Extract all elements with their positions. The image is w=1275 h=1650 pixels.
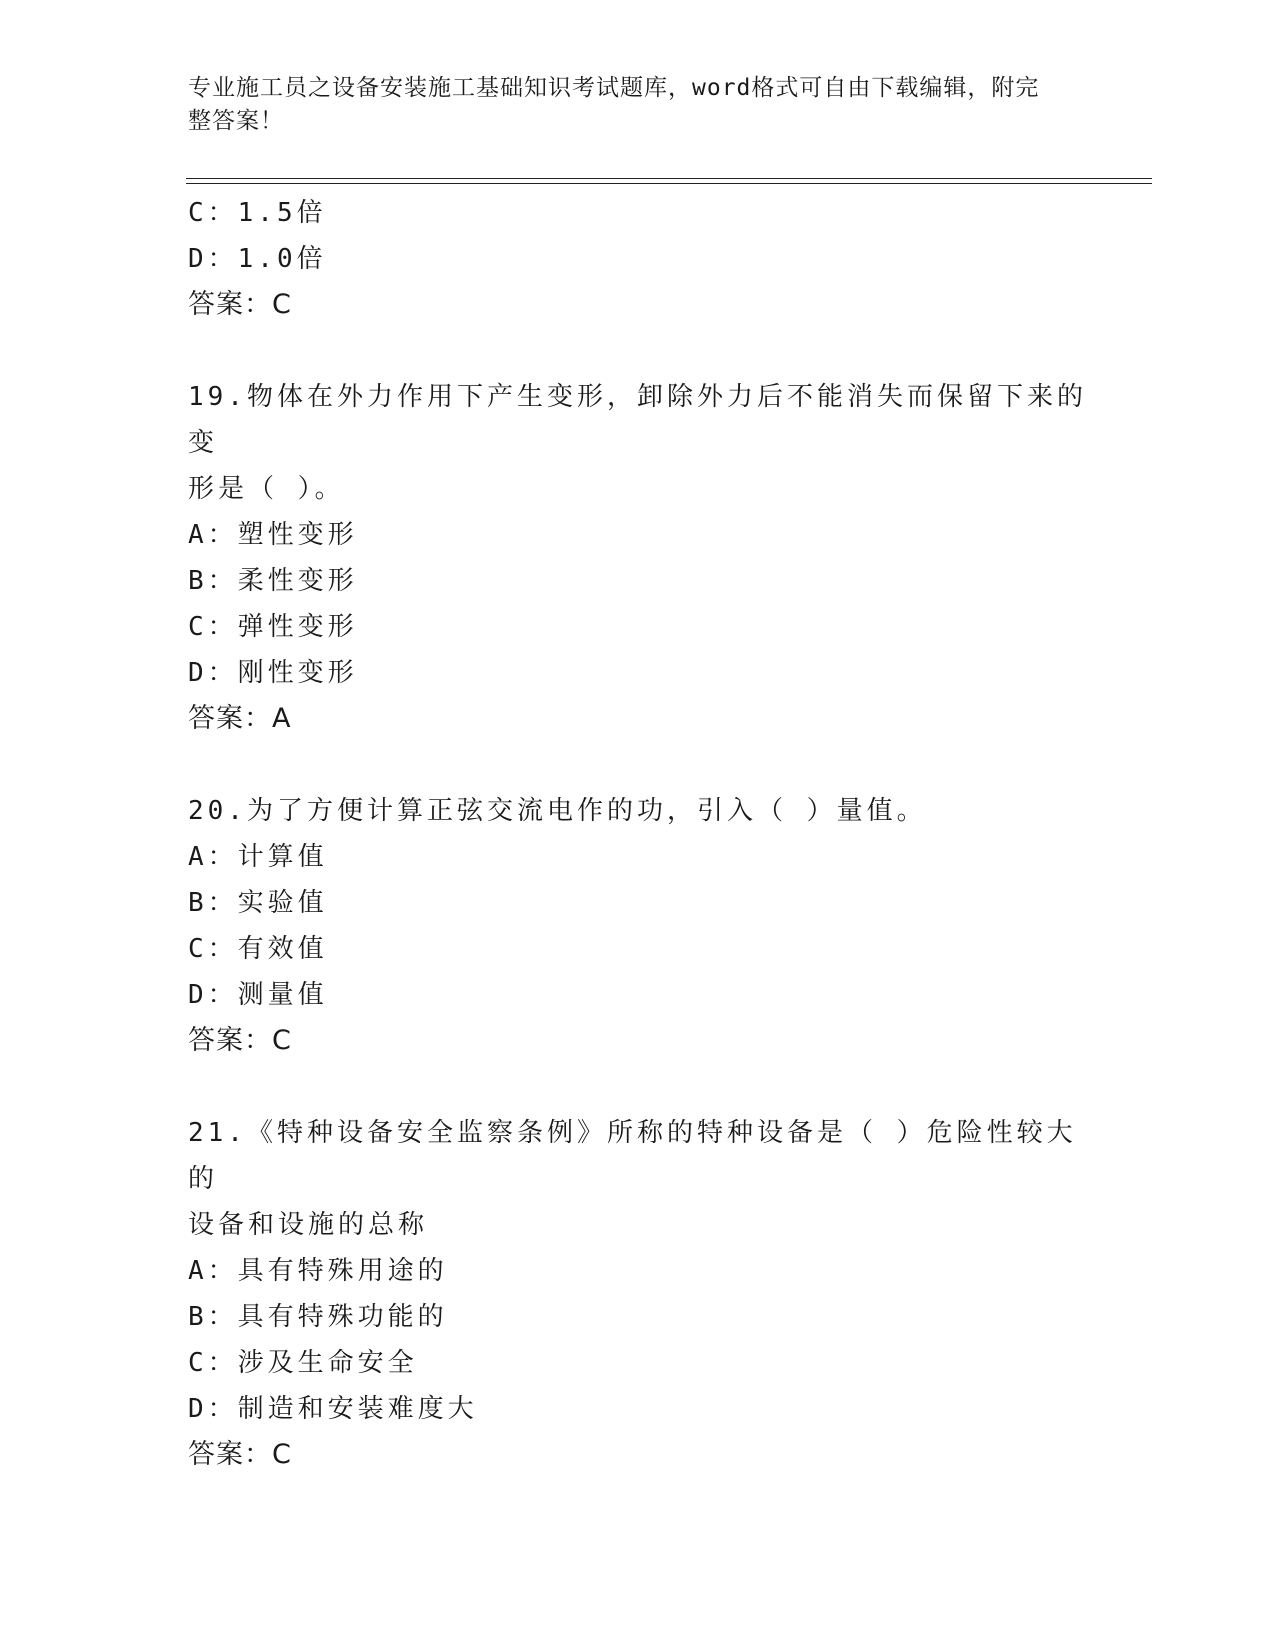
answer-line: 答案：C <box>188 289 292 320</box>
option-a: A：具有特殊用途的 <box>188 1256 448 1286</box>
document-header <box>188 72 1088 138</box>
question-21 <box>188 1110 1088 1478</box>
question-text-line-1: 19.物体在外力作用下产生变形，卸除外力后不能消失而保留下来的变 <box>188 382 1087 458</box>
option-a: A：塑性变形 <box>188 520 358 550</box>
option-c: C：有效值 <box>188 934 328 964</box>
header-rule-top <box>186 178 1152 179</box>
option-c: C：涉及生命安全 <box>188 1348 418 1378</box>
option-c: C：弹性变形 <box>188 612 358 642</box>
option-d: D：测量值 <box>188 980 328 1010</box>
question-text-line-2: 设备和设施的总称 <box>188 1210 429 1240</box>
answer-line: 答案：A <box>188 703 292 734</box>
option-c: C：1.5倍 <box>188 198 327 228</box>
option-d: D：制造和安装难度大 <box>188 1394 478 1424</box>
question-18-continued <box>188 190 1088 328</box>
spacer <box>188 328 1088 374</box>
header-rule-bottom <box>186 183 1152 184</box>
document-body <box>188 190 1088 1478</box>
question-text-line-2: 形是（ ）。 <box>188 474 345 504</box>
option-a: A：计算值 <box>188 842 328 872</box>
header-line-2: 整答案！ <box>188 108 284 134</box>
spacer <box>188 1064 1088 1110</box>
spacer <box>188 742 1088 788</box>
header-line-1: 专业施工员之设备安装施工基础知识考试题库，word格式可自由下载编辑，附完 <box>188 75 1040 101</box>
answer-line: 答案：C <box>188 1025 292 1056</box>
option-d: D：刚性变形 <box>188 658 358 688</box>
option-b: B：柔性变形 <box>188 566 358 596</box>
option-b: B：实验值 <box>188 888 328 918</box>
question-20 <box>188 788 1088 1064</box>
option-d: D：1.0倍 <box>188 244 327 274</box>
question-text-line-1: 20.为了方便计算正弦交流电作的功，引入（ ）量值。 <box>188 796 927 826</box>
answer-line: 答案：C <box>188 1439 292 1470</box>
question-19 <box>188 374 1088 742</box>
question-text-line-1: 21.《特种设备安全监察条例》所称的特种设备是（ ）危险性较大的 <box>188 1118 1077 1194</box>
option-b: B：具有特殊功能的 <box>188 1302 448 1332</box>
